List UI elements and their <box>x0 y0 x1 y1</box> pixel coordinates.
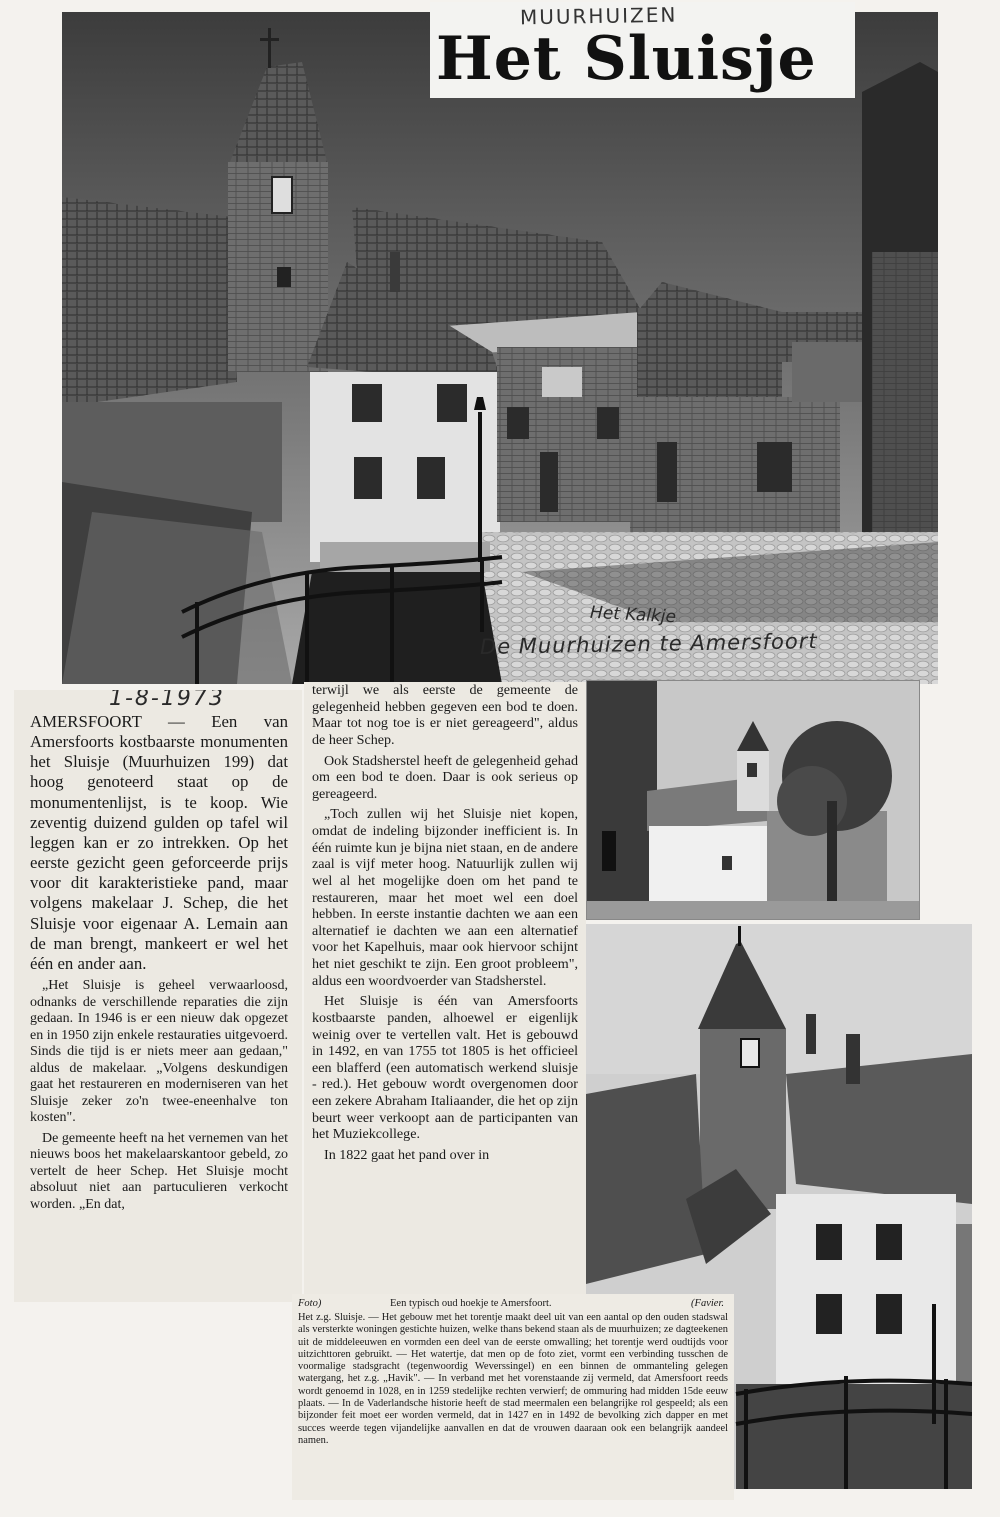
title-label <box>430 2 855 98</box>
article-column-1 <box>30 712 288 1217</box>
article-lead: AMERSFOORT — Een van Amersfoorts kostbaarste monumenten het Sluisje (Muurhuizen 199) dat hoog genoteerd staat op de monumentenlijst, is te koop. Wie zeventig duizend gulden op tafel wil leggen kan er zo intrekken. Op het eerste gezicht geen geforceerde prijs voor dit karakteristieke pand, maar volgens makelaar J. Schep, die het Sluisje voor eigenaar A. Lemain aan de man brengt, mankeert er wel het één en ander aan. <box>30 712 288 973</box>
caption-foto-label: Foto) <box>298 1298 322 1309</box>
caption-header: Een typisch oud hoekje te Amersfoort. <box>390 1298 552 1309</box>
photo-handwritten-caption-2: De Muurhuizen te Amersfoort <box>479 629 818 659</box>
small-photo-tower <box>586 680 920 920</box>
main-photo-drawing <box>62 12 938 684</box>
article-paragraph: De gemeente heeft na het vernemen van het nieuws boos het makelaarskantoor gebeld, zo vertelt de heer Schep. Het Sluisje mocht absoluut niet aan partuculieren verkocht worden. „En dat, <box>30 1130 288 1212</box>
main-photo <box>62 12 938 684</box>
handwritten-date: 1-8-1973 <box>109 690 225 711</box>
caption-body: Het z.g. Sluisje. — Het gebouw met het torentje maakt deel uit van een aantal op den ouden stadswal als versterkte woningen gestichte huizen, welke thans bekend staan als de muurhuizen; ze dagteekenen uit de middeleeuwen en vormden een deel van de eerste omwalling; het torentje werd oudtijds voor uitzichttoren gebruikt. — Het watertje, dat men op de foto ziet, vormt een verbinding tusschen de voormalige stadsgracht (tegenwoordig Weverssingel) en een binnen de ommanteling gelegen watergang, het z.g. „Havik". — In verband met het vorenstaande zij vermeld, dat Amersfoort reeds wordt genoemd in 1028, en in 1259 stedelijke rechten verwierf; de ommuring had midden 15de eeuw plaats. — In de Vaderlandsche historie heeft de stad meermalen een belangrijke rol gespeeld; als een bijzonder feit moet eer worden vermeld, dat in 1427 en in 1492 de bevolking zich dapper en met succes weerde tegen vijandelijke aanvallen en dat de vrouwen daaraan ook een belangrijk aandeel namen. <box>298 1312 728 1446</box>
article-paragraph: terwijl we als eerste de gemeente de gelegenheid hebben gegeven een bod te doen. Maar tot nog toe is er niet gereageerd", aldus de heer Schep. <box>312 682 578 748</box>
article-paragraph: In 1822 gaat het pand over in <box>324 1146 490 1163</box>
article-paragraph: Ook Stadsherstel heeft de gelegenheid gehad om een bod te doen. Daar is ook serieus op gereageerd. <box>312 752 578 802</box>
article-column-2 <box>312 682 578 1168</box>
photo-caption-box <box>292 1294 734 1500</box>
caption-credit: (Favier. <box>691 1298 724 1309</box>
small-photo-drawing <box>587 681 919 919</box>
photo-handwritten-caption-1: Het Kalkje <box>589 602 677 628</box>
article-paragraph: „Toch zullen wij het Sluisje niet kopen, omdat de indeling bijzonder inefficient is. In één ruimte kun je bijna niet staan, en de andere zaal is vijf meter hoog. Natuurlijk zullen wij wel al het mogelijke doen om het pand te restaureren, maar het moet wel een doel hebben. In eerste instantie dachten we aan een alternatief ie dachten we aan een alternatief voor het Kapelhuis, maar ook hiervoor schijnt het niet geschikt te zijn. Een groot probleem", aldus een woordvoerder van Stadsherstel. <box>312 806 578 989</box>
caption-header-row <box>298 1298 728 1312</box>
article-paragraph: „Het Sluisje is geheel verwaarloosd, odnanks de verschillende reparaties die zijn gedaan. In 1946 is er een nieuw dak opgezet en in 1950 zijn enkele restauraties uitgevoerd. Sinds die tijd is er niets meer aan gedaan," aldus de makelaar. „Volgens deskundigen gaat het restaureren en moderniseren van het Sluisje zeker zo'n twee-eneenhalve ton kosten". <box>30 978 288 1126</box>
page-title: Het Sluisje <box>436 24 817 94</box>
article-column-2-clip <box>304 682 586 1294</box>
article-paragraph: Het Sluisje is één van Amersfoorts kostbaarste panden, alhoewel er eigenlijk weinig over te vertellen valt. Het is gebouwd in 1492, en van 1755 tot 1805 is het officieel een blafferd (een automatisch werkend sluisje - red.). Het gebouw wordt overgenomen door een zekere Abraham Italiaander, die het op zijn beurt weer verkoopt aan de participanten van het Muziekcollege. <box>312 993 578 1143</box>
kicker-handwritten: MUURHUIZEN <box>519 2 678 30</box>
article-column-1-clip <box>14 690 302 1302</box>
